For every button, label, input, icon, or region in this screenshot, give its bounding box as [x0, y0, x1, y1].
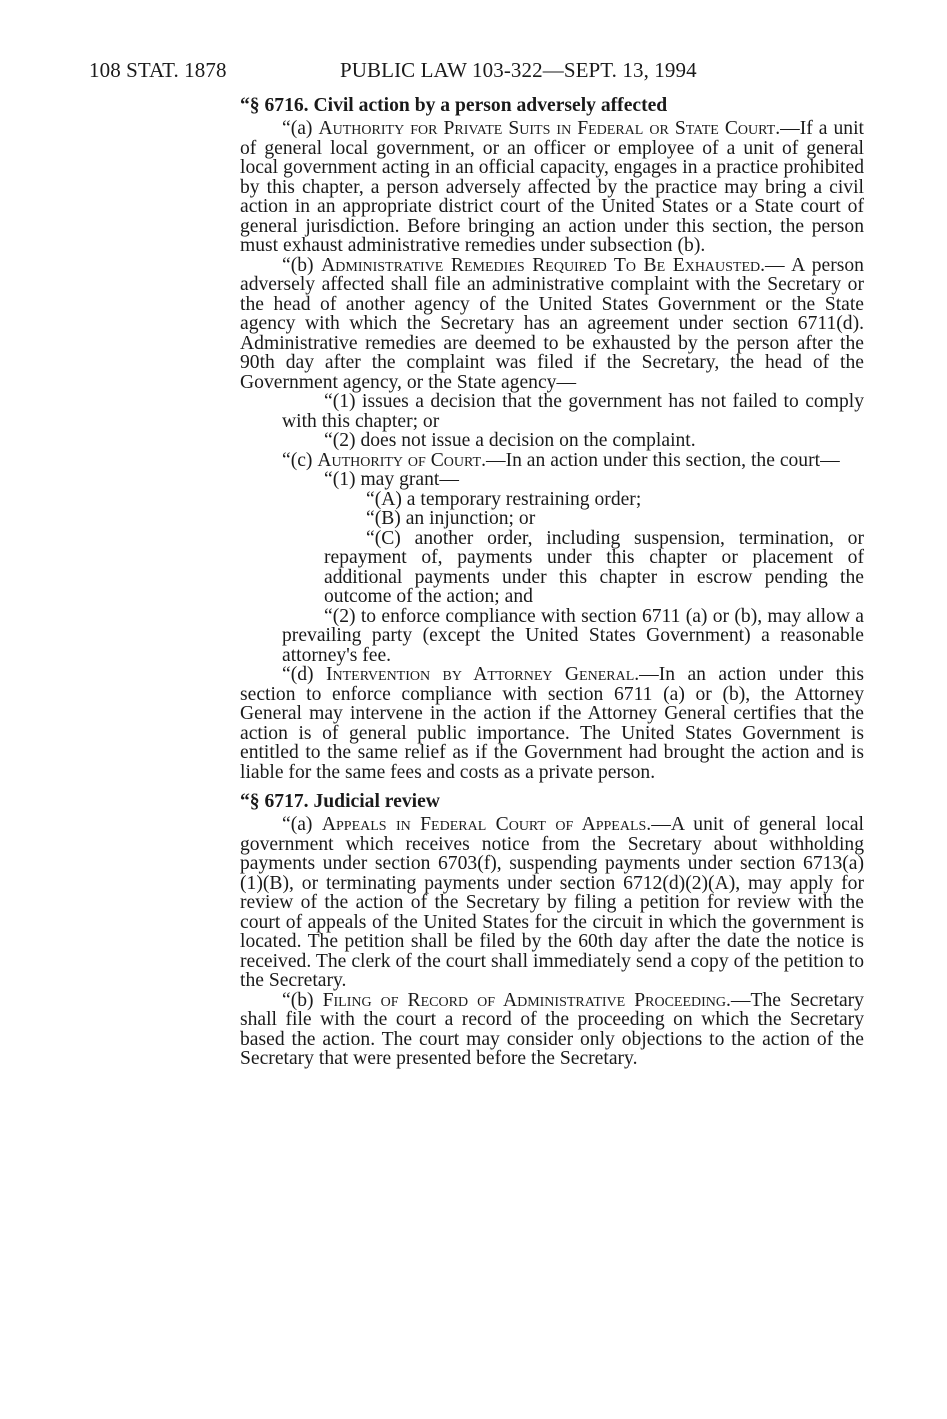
paragraph-6716-b-2: “(2) does not issue a decision on the complaint.: [324, 430, 696, 451]
subsection-6716-c: “(c) Authority of Court.—In an action under this section, the court—: [282, 449, 840, 471]
subsection-caption: Filing of Record of Administrative Proceeding.: [322, 989, 731, 1011]
subparagraph-6716-c-1-B: “(B) an injunction; or: [366, 508, 536, 529]
public-law-citation: PUBLIC LAW 103-322—SEPT. 13, 1994: [340, 58, 697, 82]
subsection-caption: Intervention by Attorney General.: [325, 664, 640, 685]
section-6716-heading: “§ 6716. Civil action by a person adversely affected: [240, 95, 668, 116]
subsection-6716-b: “(b) Administrative Remedies Required To Be Exhausted.— A person adversely affected shall file an administrative complaint with the Secretary or the head of another agency of the United States Government or the State agency with which the Secretary has an agreement under section 6711(d). Administrative remedies are deemed to be exhausted by the person after the 90th day after the complaint was filed if the Secretary, the head of the Government agency, or the State agency—: [240, 254, 864, 393]
stat-citation: 108 STAT. 1878: [89, 58, 227, 82]
subsection-caption: Authority of Court.: [317, 449, 486, 471]
subsection-6717-a: “(a) Appeals in Federal Court of Appeals.—A unit of general local government which receives notice from the Secretary about withholding payments under section 6703(f), suspending payments under section 6713(a)(1)(B), or terminating payments under section 6712(d)(2)(A), may apply for review of the action of the Secretary by filing a petition for review with the court of appeals of the United States for the circuit in which the government is located. The petition shall be filed by the 60th day after the date the notice is received. The clerk of the court shall immediately send a copy of the petition to the Secretary.: [240, 814, 865, 991]
paragraph-6716-b-1: “(1) issues a decision that the government has not failed to comply with this chapter; or: [282, 391, 864, 432]
statute-text: [240, 96, 864, 1069]
subparagraph-6716-c-1-C: “(C) another order, including suspension, termination, or repayment of, payments under this chapter or placement of additional payments under this chapter in escrow pending the outcome of the action; and: [324, 527, 864, 607]
subsection-caption: Administrative Remedies Required To Be Exhausted.: [321, 254, 766, 276]
section-6717-heading: “§ 6717. Judicial review: [240, 791, 440, 812]
subsection-6716-a: “(a) Authority for Private Suits in Federal or State Court.—If a unit of general local government, or an officer or employee of a unit of general local government acting in an official capacity, engages in a practice prohibited by this chapter, a person adversely affected by the practice may bring a civil action in an appropriate district court of the United States or a State court of general jurisdiction. Before bringing an action under this section, the person must exhaust administrative remedies under subsection (b).: [240, 118, 864, 256]
subsection-caption: Appeals in Federal Court of Appeals.: [321, 814, 652, 835]
running-header: [89, 58, 769, 88]
paragraph-6716-c-2: “(2) to enforce compliance with section 6711 (a) or (b), may allow a prevailing party (except the United States Government) a reasonable attorney's fee.: [282, 605, 864, 666]
subsection-6717-b: “(b) Filing of Record of Administrative Proceeding.—The Secretary shall file with the court a record of the proceeding on which the Secretary based the action. The court may consider only objections to the action of the Secretary that were presented before the Secretary.: [240, 989, 864, 1069]
subparagraph-6716-c-1-A: “(A) a temporary restraining order;: [366, 488, 642, 510]
subsection-caption: Authority for Private Suits in Federal or State Court.: [318, 118, 781, 139]
subsection-6716-d: “(d) Intervention by Attorney General.—In an action under this section to enforce compliance with section 6711 (a) or (b), the Attorney General may intervene in the action if the Attorney General certifies that the action is of general public importance. The United States Government is entitled to the same relief as if the Government had brought the action and is liable for the same fees and costs as a private person.: [240, 664, 864, 783]
paragraph-6716-c-1: “(1) may grant—: [324, 469, 459, 490]
